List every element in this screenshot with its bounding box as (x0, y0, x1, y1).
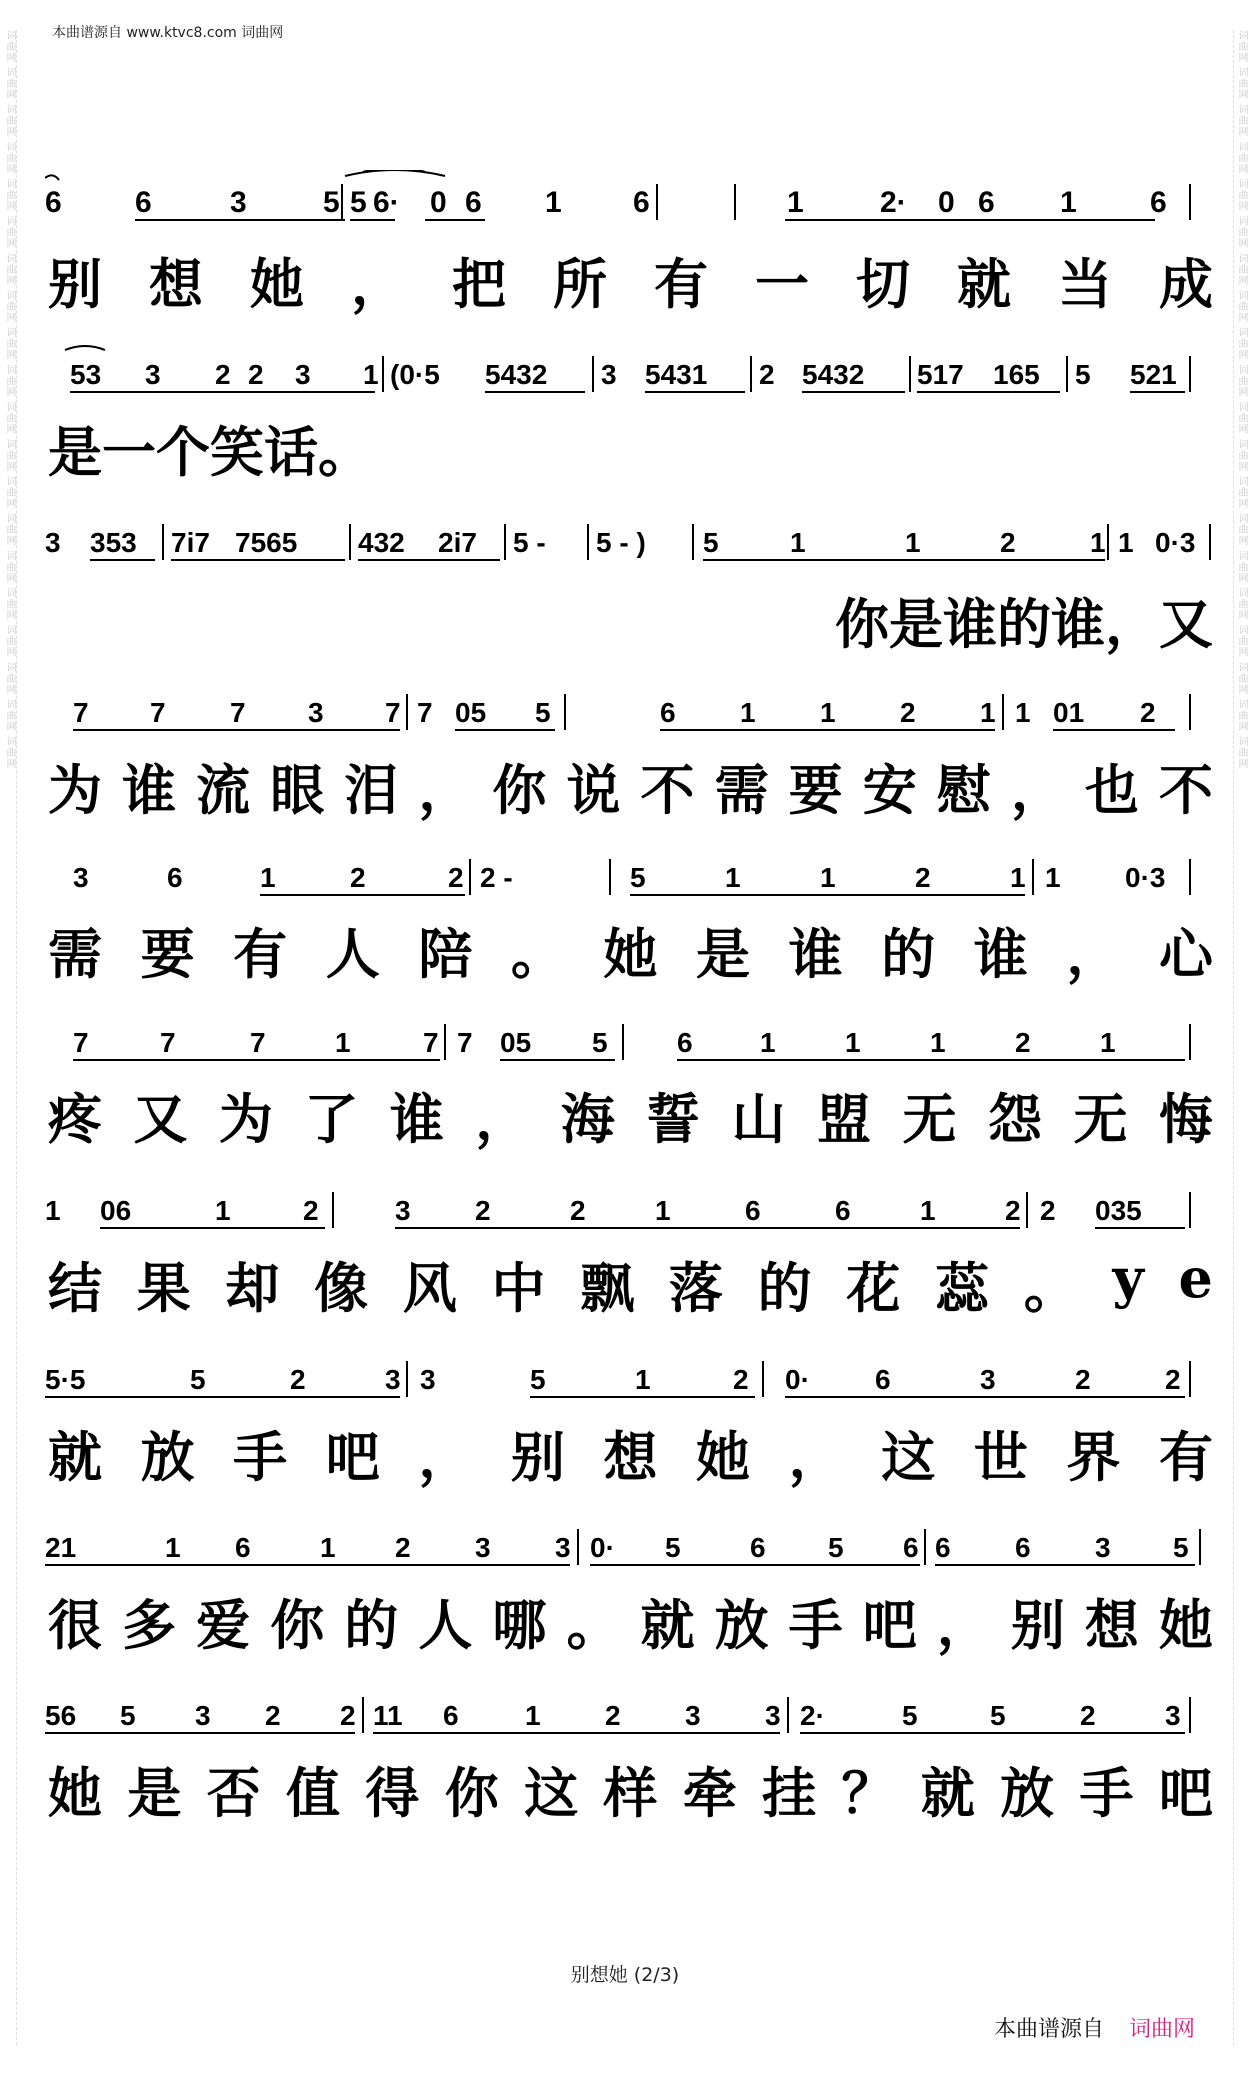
notation-graphic (45, 680, 1215, 740)
svg-text:1: 1 (740, 697, 756, 728)
svg-text:353: 353 (90, 527, 137, 558)
svg-text:3: 3 (45, 527, 61, 558)
svg-text:6: 6 (978, 186, 995, 219)
svg-text:1: 1 (335, 1027, 351, 1058)
svg-text:1: 1 (1118, 527, 1134, 558)
svg-text:5: 5 (902, 1700, 918, 1731)
svg-text:1: 1 (45, 1195, 61, 1226)
svg-text:6: 6 (835, 1195, 851, 1226)
svg-text:7: 7 (160, 1027, 176, 1058)
header-source: 本曲谱源自 www.ktvc8.com 词曲网 (52, 25, 284, 41)
svg-text:2: 2 (303, 1195, 319, 1226)
svg-text:6: 6 (875, 1364, 891, 1395)
lyric-line: 为 谁 流 眼 泪 ， 你 说 不 需 要 安 慰 ， 也 不 (48, 757, 1213, 822)
svg-text:2: 2 (605, 1700, 621, 1731)
svg-text:2: 2 (1075, 1364, 1091, 1395)
svg-text:5: 5 (1075, 359, 1091, 390)
lyric-line: 就 放 手 吧 ， 别 想 她 ， 这 世 界 有 (48, 1424, 1213, 1489)
svg-text:7565: 7565 (235, 527, 298, 558)
svg-text:2: 2 (290, 1364, 306, 1395)
svg-text:1: 1 (790, 527, 806, 558)
svg-text:1: 1 (930, 1027, 946, 1058)
svg-text:2: 2 (1140, 697, 1156, 728)
svg-text:2: 2 (215, 359, 231, 390)
side-watermark-left: 词曲网 词曲网 词曲网 词曲网 词曲网 词曲网 词曲网 词曲网 词曲网 词曲网 词曲网 词曲网 词曲网 词曲网 词曲网 词曲网 词曲网 词曲网 词曲网 词曲网 (2, 30, 17, 2045)
lyric-line: 结 果 却 像 风 中 飘 落 的 花 蕊 。 y e (48, 1245, 1213, 1320)
svg-text:521: 521 (1130, 359, 1177, 390)
svg-text:01: 01 (1053, 697, 1085, 728)
svg-text:5: 5 (630, 862, 646, 893)
svg-text:7: 7 (385, 697, 401, 728)
svg-text:7: 7 (417, 697, 433, 728)
svg-text:2: 2 (475, 1195, 491, 1226)
svg-text:2: 2 (915, 862, 931, 893)
svg-text:5: 5 (703, 527, 719, 558)
svg-text:6·: 6· (373, 186, 400, 219)
svg-text:2i7: 2i7 (438, 527, 477, 558)
lyric-line: 她 是 否 值 得 你 这 样 牵 挂 ？ 就 放 手 吧 (48, 1760, 1213, 1825)
notation-line (45, 342, 1215, 402)
svg-text:3: 3 (295, 359, 311, 390)
svg-text:5: 5 (665, 1532, 681, 1563)
svg-text:1: 1 (1100, 1027, 1116, 1058)
svg-text:1: 1 (787, 186, 804, 219)
notation-line (45, 845, 1215, 905)
svg-text:7: 7 (250, 1027, 266, 1058)
svg-text:2: 2 (1165, 1364, 1181, 1395)
svg-text:2: 2 (350, 862, 366, 893)
svg-text:2·: 2· (880, 186, 907, 219)
svg-text:11: 11 (373, 1700, 403, 1731)
svg-text:3: 3 (765, 1700, 781, 1731)
svg-text:0·: 0· (785, 1364, 810, 1395)
svg-text:6: 6 (903, 1532, 919, 1563)
notation-line (45, 1010, 1215, 1070)
svg-text:5 -: 5 - (513, 527, 546, 558)
svg-text:1: 1 (1015, 697, 1031, 728)
footer-source (994, 2012, 1195, 2043)
svg-text:7: 7 (423, 1027, 439, 1058)
svg-text:1: 1 (905, 527, 921, 558)
svg-text:1: 1 (545, 186, 562, 219)
svg-text:6: 6 (167, 862, 183, 893)
notation-graphic (45, 1683, 1215, 1743)
svg-text:6: 6 (1015, 1532, 1031, 1563)
svg-text:2: 2 (248, 359, 264, 390)
svg-text:0·3: 0·3 (1155, 527, 1196, 558)
lyric-line: 需 要 有 人 陪 。 她 是 谁 的 谁 ， 心 (48, 921, 1213, 986)
svg-text:5·5: 5·5 (45, 1364, 86, 1395)
svg-text:1: 1 (260, 862, 276, 893)
svg-text:165: 165 (993, 359, 1040, 390)
svg-text:1: 1 (845, 1027, 861, 1058)
svg-text:5: 5 (1173, 1532, 1189, 1563)
notation-line (45, 680, 1215, 740)
svg-text:1: 1 (655, 1195, 671, 1226)
svg-text:05: 05 (455, 697, 487, 728)
svg-text:7i7: 7i7 (171, 527, 210, 558)
svg-text:5 - ): 5 - ) (596, 527, 646, 558)
svg-text:0: 0 (430, 186, 447, 219)
svg-text:2 -: 2 - (480, 862, 513, 893)
svg-text:7: 7 (73, 697, 89, 728)
footer-source-label: 本曲谱源自 (993, 2017, 1104, 2042)
page-number: 别想她 (2/3) (570, 1964, 680, 1986)
svg-text:1: 1 (635, 1364, 651, 1395)
notation-line (45, 1515, 1215, 1575)
svg-text:5: 5 (828, 1532, 844, 1563)
svg-text:1: 1 (1045, 862, 1061, 893)
svg-text:1: 1 (215, 1195, 231, 1226)
side-watermark-right: 词曲网 词曲网 词曲网 词曲网 词曲网 词曲网 词曲网 词曲网 词曲网 词曲网 词曲网 词曲网 词曲网 词曲网 词曲网 词曲网 词曲网 词曲网 词曲网 词曲网 (1233, 30, 1248, 2045)
svg-text:1: 1 (1010, 862, 1026, 893)
svg-text:0: 0 (938, 186, 955, 219)
svg-text:6: 6 (660, 697, 676, 728)
svg-text:2: 2 (265, 1700, 281, 1731)
svg-text:1: 1 (920, 1195, 936, 1226)
svg-text:(0·5: (0·5 (390, 359, 440, 390)
svg-text:5432: 5432 (485, 359, 548, 390)
svg-text:2: 2 (759, 359, 775, 390)
svg-text:5: 5 (990, 1700, 1006, 1731)
svg-text:2: 2 (570, 1195, 586, 1226)
svg-text:5: 5 (530, 1364, 546, 1395)
notation-graphic (45, 510, 1215, 570)
notation-line (45, 510, 1215, 570)
notation-line (45, 170, 1215, 230)
svg-text:06: 06 (100, 1195, 132, 1226)
svg-text:2·: 2· (800, 1700, 825, 1731)
svg-text:3: 3 (1165, 1700, 1181, 1731)
svg-text:5: 5 (350, 186, 367, 219)
svg-text:53: 53 (70, 359, 102, 390)
svg-text:6: 6 (135, 186, 152, 219)
notation-line (45, 1683, 1215, 1743)
svg-text:6: 6 (633, 186, 650, 219)
svg-text:035: 035 (1095, 1195, 1142, 1226)
svg-text:3: 3 (980, 1364, 996, 1395)
svg-text:7: 7 (73, 1027, 89, 1058)
svg-text:2: 2 (1005, 1195, 1021, 1226)
lyric-line: 很 多 爱 你 的 人 哪 。 就 放 手 吧 ， 别 想 她 (48, 1592, 1213, 1657)
svg-text:6: 6 (745, 1195, 761, 1226)
svg-text:2: 2 (1015, 1027, 1031, 1058)
svg-text:0·: 0· (590, 1532, 615, 1563)
lyric-line: 是一个笑话。 (48, 419, 372, 484)
svg-text:6: 6 (465, 186, 482, 219)
svg-text:3: 3 (1095, 1532, 1111, 1563)
svg-text:3: 3 (385, 1364, 401, 1395)
svg-text:3: 3 (420, 1364, 436, 1395)
svg-text:5431: 5431 (645, 359, 708, 390)
svg-text:432: 432 (358, 527, 405, 558)
svg-text:56: 56 (45, 1700, 77, 1731)
svg-text:6: 6 (45, 186, 62, 219)
svg-text:21: 21 (45, 1532, 77, 1563)
svg-text:2: 2 (395, 1532, 411, 1563)
svg-text:6: 6 (750, 1532, 766, 1563)
svg-text:1: 1 (1060, 186, 1077, 219)
svg-text:05: 05 (500, 1027, 532, 1058)
svg-text:1: 1 (820, 697, 836, 728)
svg-text:1: 1 (525, 1700, 541, 1731)
svg-text:3: 3 (73, 862, 89, 893)
svg-text:3: 3 (555, 1532, 571, 1563)
svg-text:2: 2 (900, 697, 916, 728)
notation-graphic (45, 1010, 1215, 1070)
svg-text:3: 3 (475, 1532, 491, 1563)
svg-text:6: 6 (443, 1700, 459, 1731)
svg-text:3: 3 (308, 697, 324, 728)
notation-graphic (45, 342, 1215, 402)
svg-text:6: 6 (677, 1027, 693, 1058)
notation-line (45, 1178, 1215, 1238)
notation-graphic (45, 170, 1215, 230)
svg-text:6: 6 (235, 1532, 251, 1563)
svg-text:3: 3 (685, 1700, 701, 1731)
svg-text:2: 2 (1080, 1700, 1096, 1731)
svg-text:2: 2 (1000, 527, 1016, 558)
svg-text:1: 1 (980, 697, 996, 728)
svg-text:3: 3 (145, 359, 161, 390)
notation-graphic (45, 1515, 1215, 1575)
svg-text:3: 3 (601, 359, 617, 390)
svg-text:1: 1 (363, 359, 379, 390)
svg-text:6: 6 (935, 1532, 951, 1563)
svg-text:1: 1 (725, 862, 741, 893)
lyric-line: 别 想 她 ， 把 所 有 一 切 就 当 成 (48, 251, 1213, 316)
notation-graphic (45, 1347, 1215, 1407)
svg-text:7: 7 (457, 1027, 473, 1058)
notation-graphic (45, 845, 1215, 905)
svg-text:1: 1 (165, 1532, 181, 1563)
svg-text:7: 7 (150, 697, 166, 728)
svg-text:5: 5 (190, 1364, 206, 1395)
footer-brand-link[interactable]: 词曲网 (1128, 2017, 1195, 2042)
svg-text:3: 3 (195, 1700, 211, 1731)
svg-text:0·3: 0·3 (1125, 862, 1166, 893)
svg-text:3: 3 (395, 1195, 411, 1226)
notation-graphic (45, 1178, 1215, 1238)
svg-text:5: 5 (592, 1027, 608, 1058)
svg-text:517: 517 (917, 359, 964, 390)
svg-text:2: 2 (733, 1364, 749, 1395)
svg-text:5: 5 (535, 697, 551, 728)
svg-text:1: 1 (320, 1532, 336, 1563)
svg-text:2: 2 (1040, 1195, 1056, 1226)
svg-text:7: 7 (230, 697, 246, 728)
svg-text:3: 3 (230, 186, 247, 219)
lyric-line: 疼 又 为 了 谁 ， 海 誓 山 盟 无 怨 无 悔 (48, 1086, 1213, 1151)
svg-text:5: 5 (120, 1700, 136, 1731)
svg-text:5: 5 (323, 186, 340, 219)
svg-text:2: 2 (448, 862, 464, 893)
svg-text:1: 1 (1090, 527, 1106, 558)
svg-text:2: 2 (340, 1700, 356, 1731)
notation-line (45, 1347, 1215, 1407)
lyric-line: 你是谁的谁，又 (835, 591, 1213, 656)
svg-text:5432: 5432 (802, 359, 865, 390)
svg-text:1: 1 (820, 862, 836, 893)
svg-text:6: 6 (1150, 186, 1167, 219)
svg-text:1: 1 (760, 1027, 776, 1058)
